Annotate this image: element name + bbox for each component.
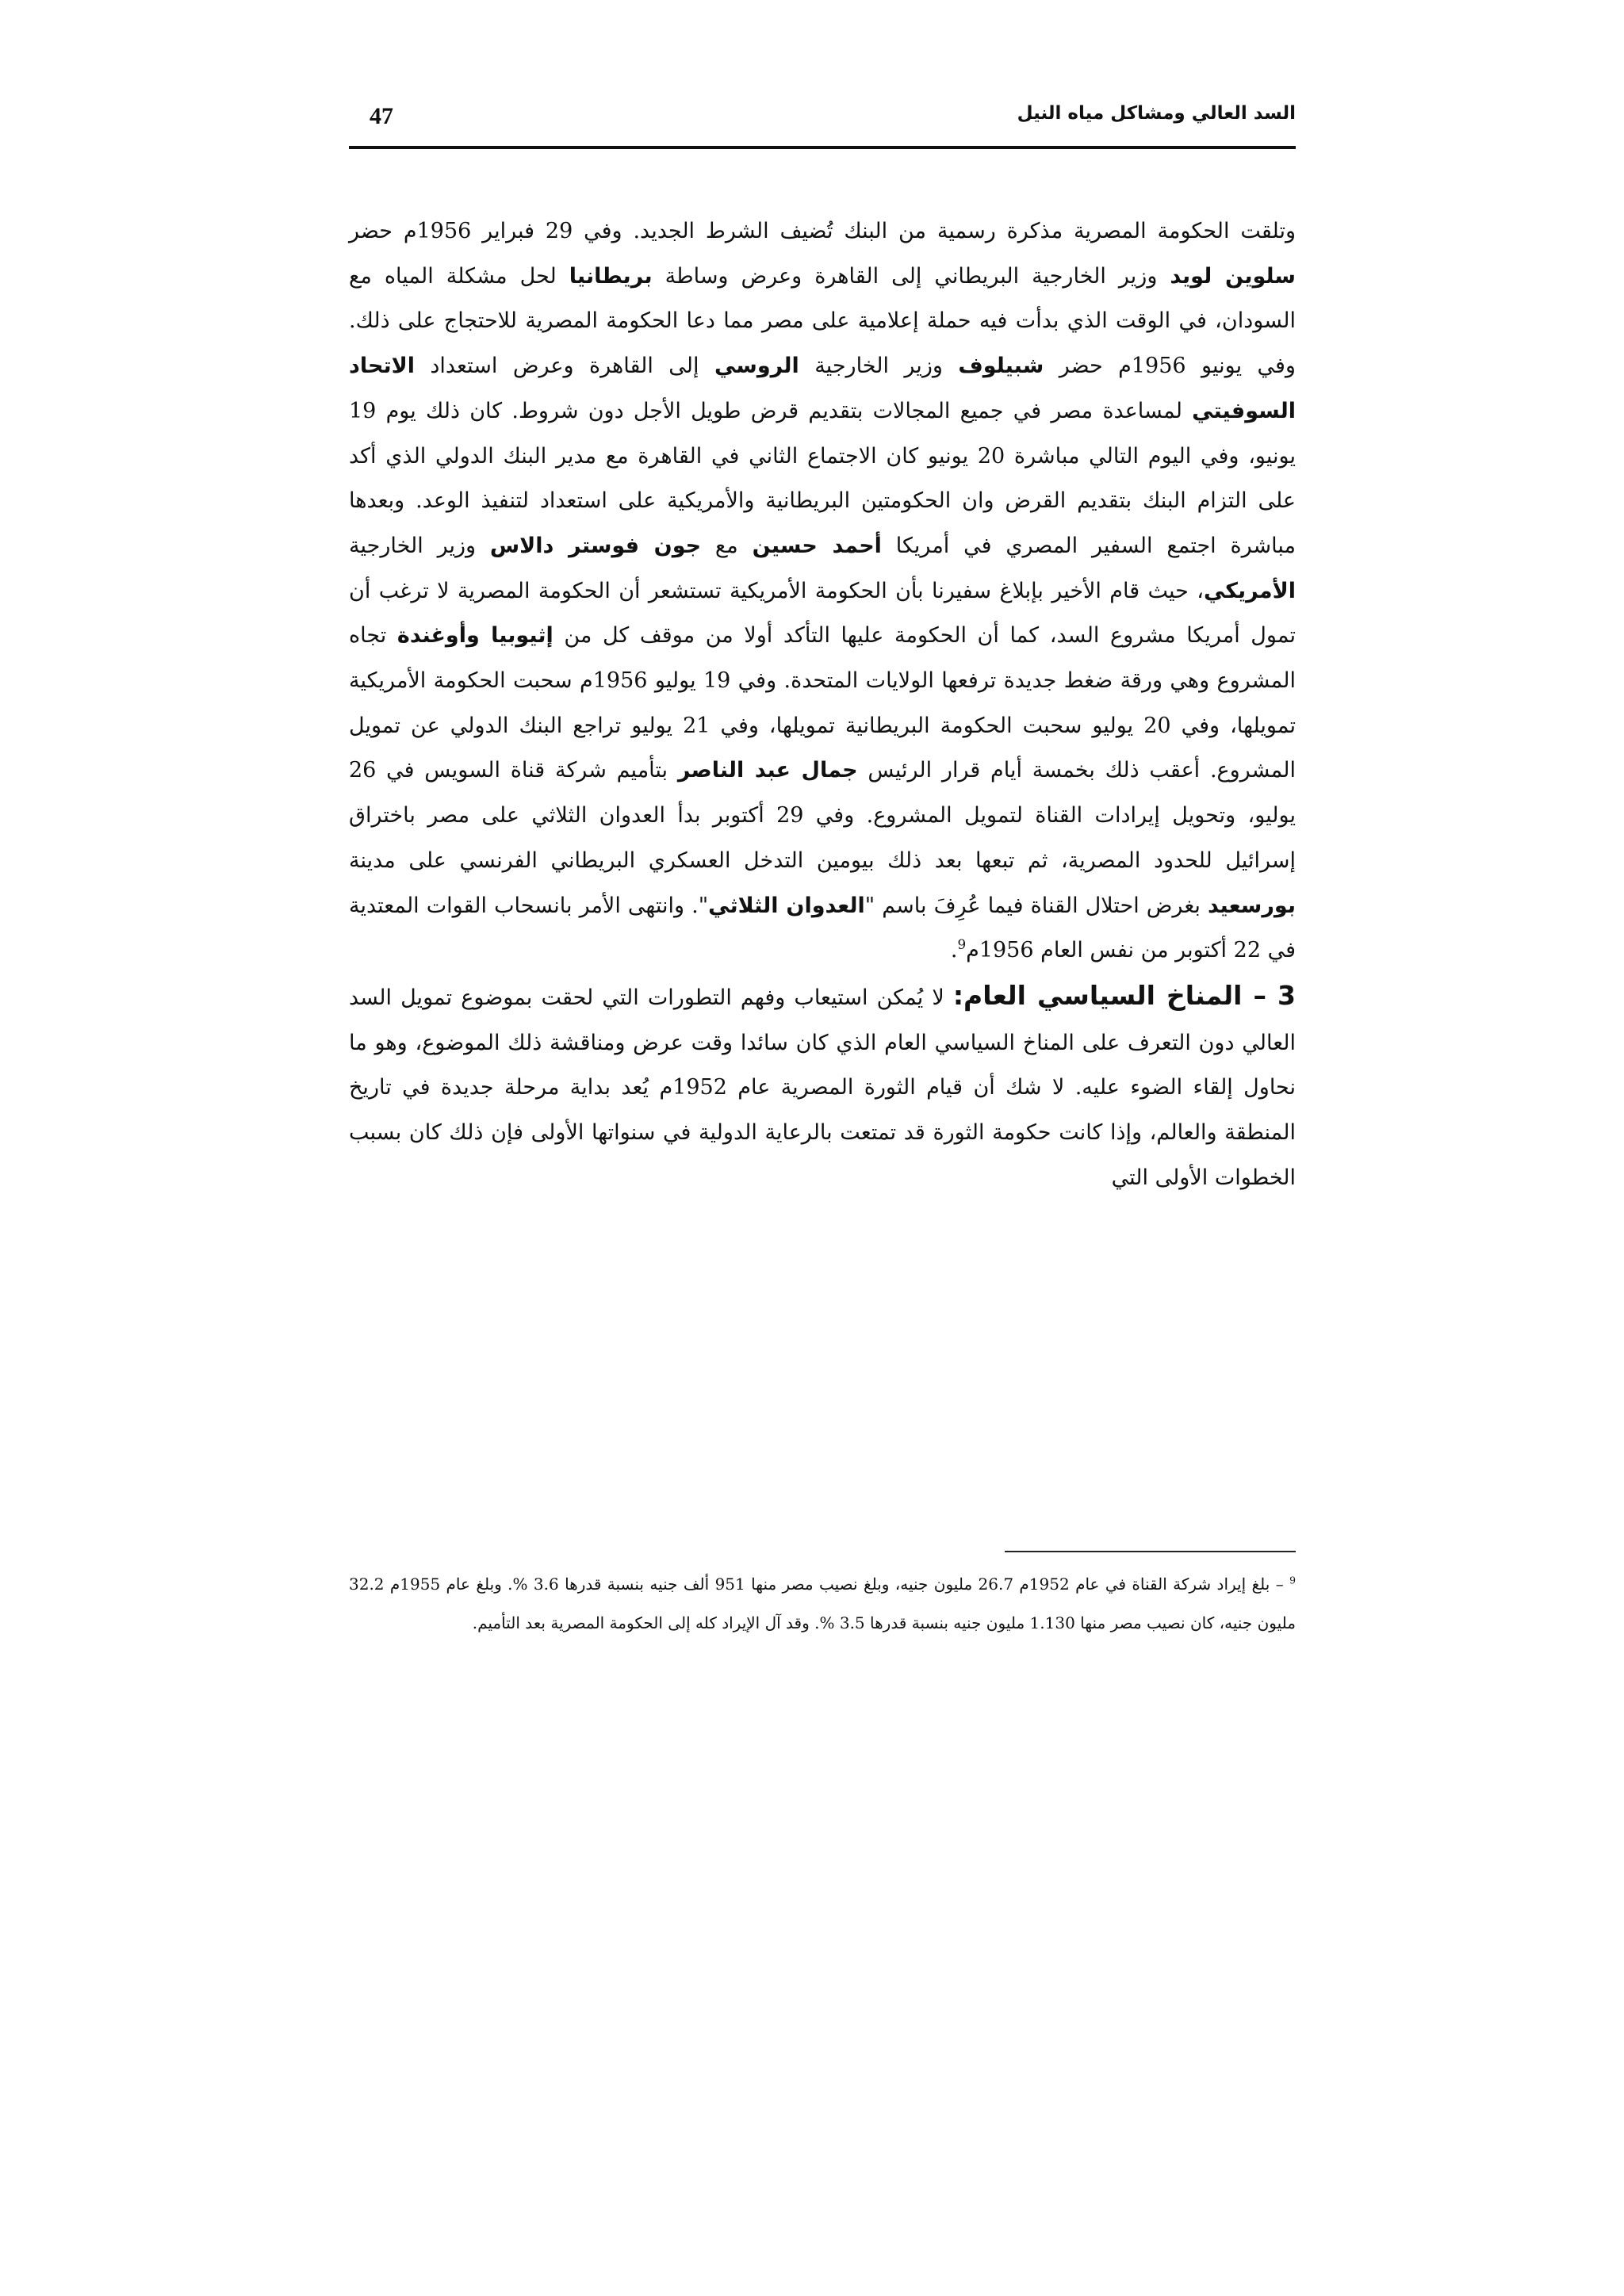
bold-name-selwyn-lloyd: سلوين لويد: [1170, 263, 1296, 289]
text-run: ، حيث قام الأخير بإبلاغ سفيرنا بأن الحكومة الأمريكية تستشعر أن الحكومة المصرية لا ترغب أن تمول أمريكا مشروع السد، كما أن الحكومة عليها التأكد أولا من موقف كل من: [349, 578, 1296, 649]
bold-name-gamal-abdel-nasser: جمال عبد الناصر: [677, 758, 858, 783]
bold-name-britain: بريطانيا: [569, 263, 653, 289]
page-number: 47: [370, 103, 393, 129]
body-text: [349, 209, 1296, 1200]
text-run: وزير الخارجية البريطاني إلى القاهرة وعرض وساطة: [652, 263, 1170, 289]
header-rule: [349, 146, 1296, 149]
text-run: تجاه المشروع وهي ورقة ضغط جديدة ترفعها الولايات المتحدة. وفي 19 يوليو 1956م سحبت الحكومة الأمريكية تمويلها، وفي 20 يوليو سحبت الحكومة البريطانية تمويلها، وفي 21 يوليو تراجع البنك الدولي عن تمويل المشروع. أعقب ذلك بخمسة أيام قرار الرئيس: [349, 623, 1297, 783]
running-title: السد العالي ومشاكل مياه النيل: [1017, 103, 1296, 124]
text-run: مع: [701, 533, 753, 558]
text-run: لحل مشكلة المياه مع السودان، في الوقت الذي بدأت فيه حملة إعلامية على مصر مما دعا الحكومة المصرية للاحتجاج على ذلك. وفي يونيو 1956م حضر: [349, 263, 1296, 379]
bold-name-shepilov: شبيلوف: [958, 354, 1044, 379]
bold-name-port-said: بورسعيد: [1207, 893, 1296, 918]
page-header: [349, 101, 1296, 149]
footnote-9: [349, 1565, 1296, 1643]
text-run: .: [950, 938, 958, 963]
section-3-paragraph: [349, 974, 1296, 1201]
text-run: إلى القاهرة وعرض استعداد: [414, 354, 714, 379]
text-run: ". وانتهى الأمر بانسحاب القوات المعتدية في 22 أكتوبر من نفس العام 1956م: [349, 893, 1296, 963]
bold-term-tripartite-aggression: العدوان الثلاثي: [708, 893, 865, 918]
section-3-text: لا يُمكن استيعاب وفهم التطورات التي لحقت بموضوع تمويل السد العالي دون التعرف على المناخ السياسي العام الذي كان سائدا وقت عرض ومناقشة ذلك الموضوع، وهو ما نحاول إلقاء الضوء عليه. لا شك أن قيام الثورة المصرية عام 1952م يُعد بداية مرحلة جديدة في تاريخ المنطقة والعالم، وإذا كانت حكومة الثورة قد تمتعت بالرعاية الدولية في سنواتها الأولى فإن ذلك كان بسبب الخطوات الأولى التي: [349, 985, 1297, 1190]
text-run: لمساعدة مصر في جميع المجالات بتقديم قرض طويل الأجل دون شروط. كان ذلك يوم 19 يونيو، وفي اليوم التالي مباشرة 20 يونيو كان الاجتماع الثاني في القاهرة مع مدير البنك الدولي الذي أكد على التزام البنك بتقديم القرض وان الحكومتين البريطانية والأمريكية على استعداد لتنفيذ الوعد. وبعدها مباشرة اجتمع السفير المصري في أمريكا: [349, 398, 1297, 558]
text-run: وزير الخارجية: [349, 533, 490, 558]
footnote-marker: 9: [1289, 1574, 1296, 1586]
bold-word-american: الأمريكي: [1203, 578, 1296, 603]
bold-name-john-foster-dulles: جون فوستر دالاس: [489, 533, 702, 558]
footnote-reference[interactable]: 9: [957, 936, 967, 953]
text-run: بغرض احتلال القناة فيما عُرِفَ باسم ": [864, 893, 1208, 918]
footnote-text: – بلغ إيراد شركة القناة في عام 1952م 26.7 مليون جنيه، وبلغ نصيب مصر منها 951 ألف جنيه بنسبة قدرها 3.6 %. وبلغ عام 1955م 32.2 مليون جنيه، كان نصيب مصر منها 1.130 مليون جنيه بنسبة قدرها 3.5 %. وقد آل الإيراد كله إلى الحكومة المصرية بعد التأميم.: [349, 1575, 1296, 1632]
section-heading: 3 – المناخ السياسي العام:: [952, 979, 1296, 1011]
text-run: وتلقت الحكومة المصرية مذكرة رسمية من البنك تُضيف الشرط الجديد. وفي 29 فبراير 1956م حضر: [349, 219, 1296, 243]
bold-name-ahmed-hussein: أحمد حسين: [752, 533, 882, 558]
text-run: وزير الخارجية: [799, 354, 959, 379]
bold-word-russian: الروسي: [714, 354, 799, 379]
bold-name-ethiopia-uganda: إثيوبيا وأوغندة: [396, 623, 553, 649]
footnote: [349, 1565, 1296, 1643]
paragraph-1: [349, 209, 1296, 974]
footnote-separator: [1005, 1551, 1296, 1552]
text-run: بتأميم شركة قناة السويس في 26 يوليو، وتحويل إيرادات القناة لتمويل المشروع. وفي 29 أكتوبر بدأ العدوان الثلاثي على مصر باختراق إسرائيل للحدود المصرية، ثم تبعها بعد ذلك بيومين التدخل العسكري البريطاني الفرنسي على مدينة: [349, 758, 1296, 873]
bold-name-soviet-union: الاتحاد السوفيتي: [349, 354, 1296, 423]
